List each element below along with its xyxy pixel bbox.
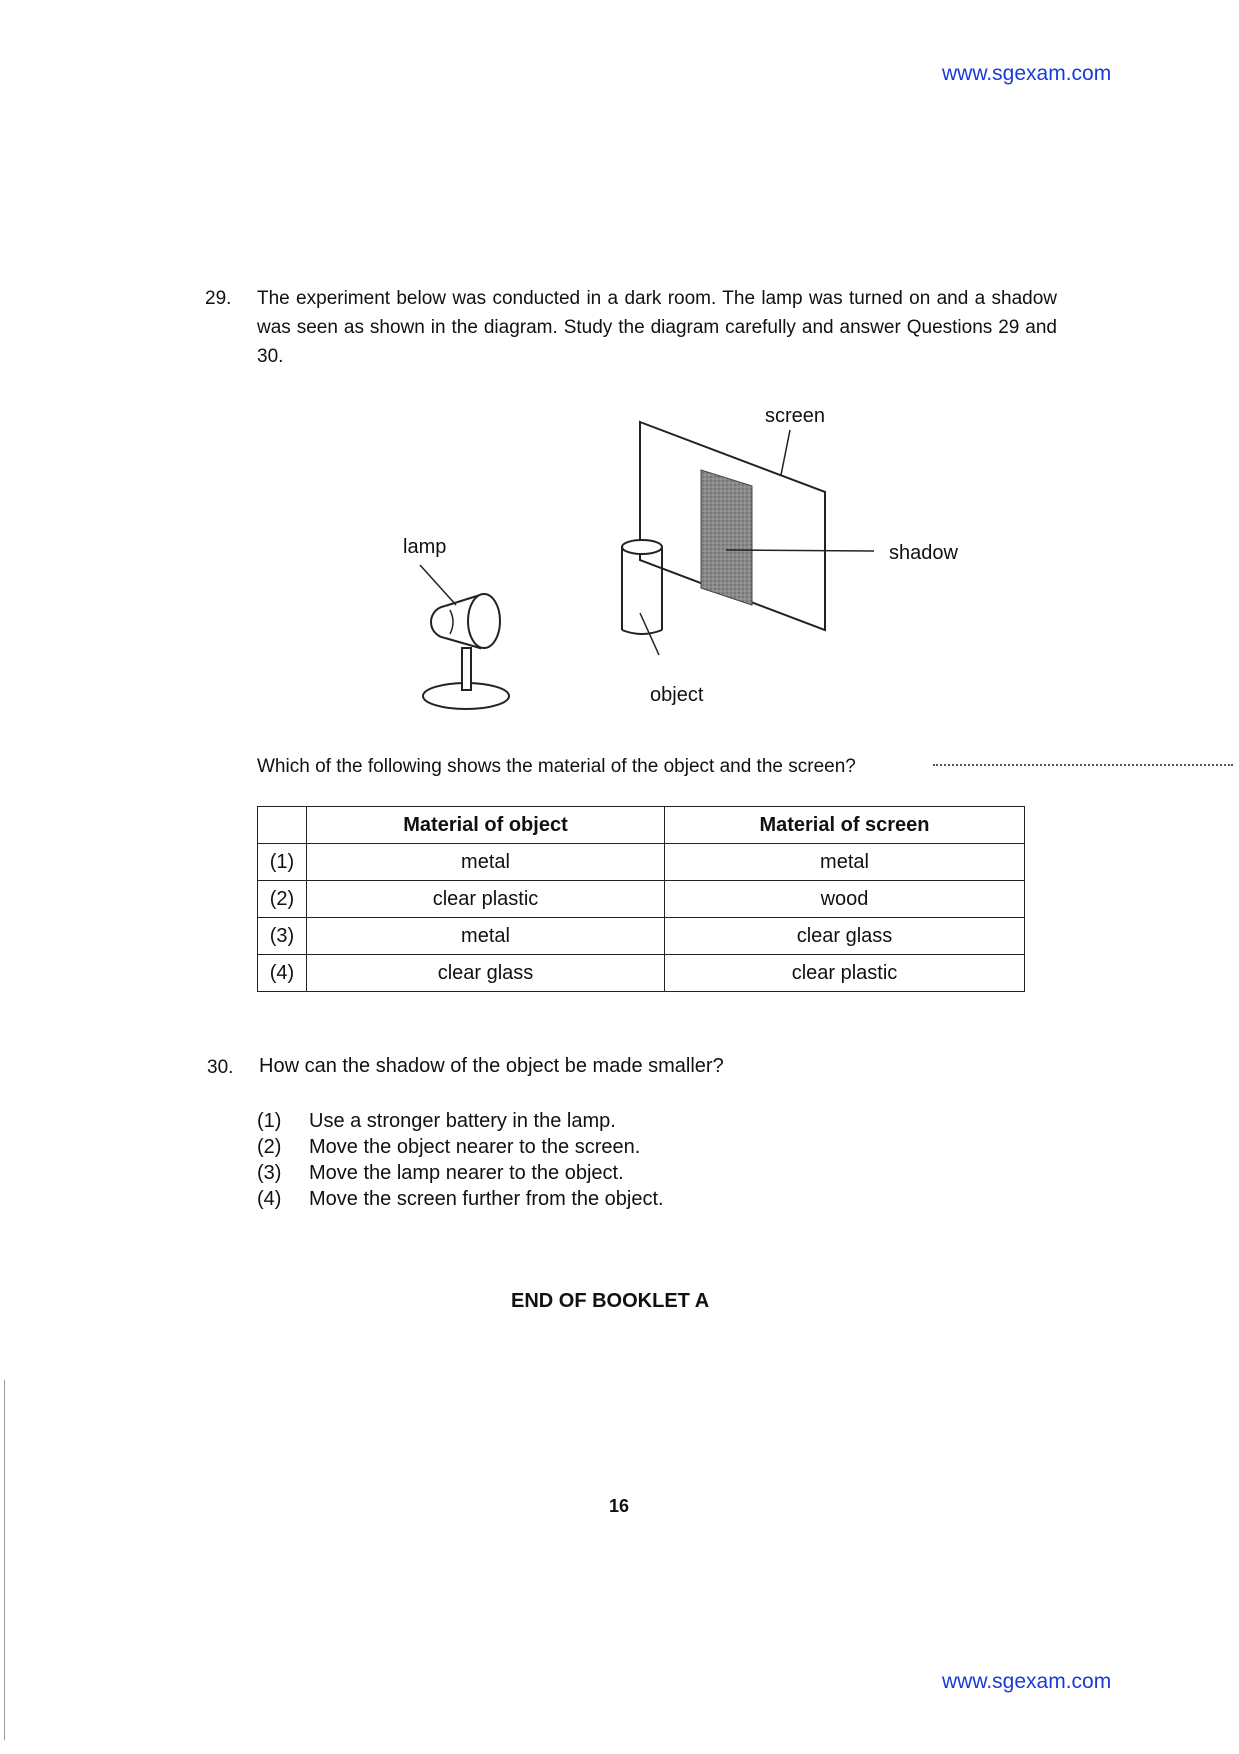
screen-material: clear glass <box>665 918 1025 955</box>
answer-option-text: Move the screen further from the object. <box>309 1188 664 1210</box>
question-30-number: 30. <box>207 1057 234 1078</box>
answer-option-number: (2) <box>257 1136 282 1158</box>
answer-option-number: (4) <box>257 1188 282 1210</box>
question-29-number: 29. <box>205 288 232 309</box>
options-table <box>257 806 1025 992</box>
dotted-line <box>933 764 1233 766</box>
answer-option[interactable] <box>257 1110 616 1136</box>
answer-option-text: Use a stronger battery in the lamp. <box>309 1110 616 1132</box>
answer-option[interactable] <box>257 1188 664 1214</box>
object-material: clear plastic <box>307 881 665 918</box>
answer-option[interactable] <box>257 1162 624 1188</box>
scan-edge-line <box>4 1380 5 1740</box>
object-material: clear glass <box>307 955 665 992</box>
question-29-prompt: Which of the following shows the material of the object and the screen? <box>257 756 856 777</box>
answer-option-text: Move the lamp nearer to the object. <box>309 1162 624 1184</box>
option-number: (3) <box>258 918 307 955</box>
shadow-region <box>701 470 752 605</box>
label-screen: screen <box>765 405 826 427</box>
lamp-drawing <box>423 594 509 709</box>
answer-option-number: (3) <box>257 1162 282 1184</box>
label-lamp: lamp <box>403 536 447 558</box>
table-row[interactable] <box>258 955 1025 992</box>
end-of-booklet-text: END OF BOOKLET A <box>511 1290 710 1312</box>
table-row[interactable] <box>258 918 1025 955</box>
question-29-text: The experiment below was conducted in a dark room. The lamp was turned on and a shadow was seen as shown in the diagram. Study the diagram carefully and answer Questions 29 and 30. <box>257 288 1057 367</box>
option-number: (2) <box>258 881 307 918</box>
answer-option[interactable] <box>257 1136 640 1162</box>
answer-option-text: Move the object nearer to the screen. <box>309 1136 641 1158</box>
option-number: (4) <box>258 955 307 992</box>
screen-material: clear plastic <box>665 955 1025 992</box>
table-header-row <box>258 807 1025 844</box>
label-object: object <box>650 684 704 706</box>
screen-material: wood <box>665 881 1025 918</box>
header-url[interactable]: www.sgexam.com <box>942 62 1112 85</box>
object-material: metal <box>307 844 665 881</box>
footer-url[interactable]: www.sgexam.com <box>942 1670 1112 1693</box>
table-row[interactable] <box>258 844 1025 881</box>
object-material: metal <box>307 918 665 955</box>
answer-option-number: (1) <box>257 1110 282 1132</box>
table-header-blank <box>258 807 307 844</box>
table-header-object: Material of object <box>307 807 665 844</box>
screen-material: metal <box>665 844 1025 881</box>
table-header-screen: Material of screen <box>665 807 1025 844</box>
table-row[interactable] <box>258 881 1025 918</box>
option-number: (1) <box>258 844 307 881</box>
label-shadow: shadow <box>889 542 958 564</box>
page-number: 16 <box>609 1496 630 1516</box>
question-30-text: How can the shadow of the object be made smaller? <box>259 1055 724 1077</box>
